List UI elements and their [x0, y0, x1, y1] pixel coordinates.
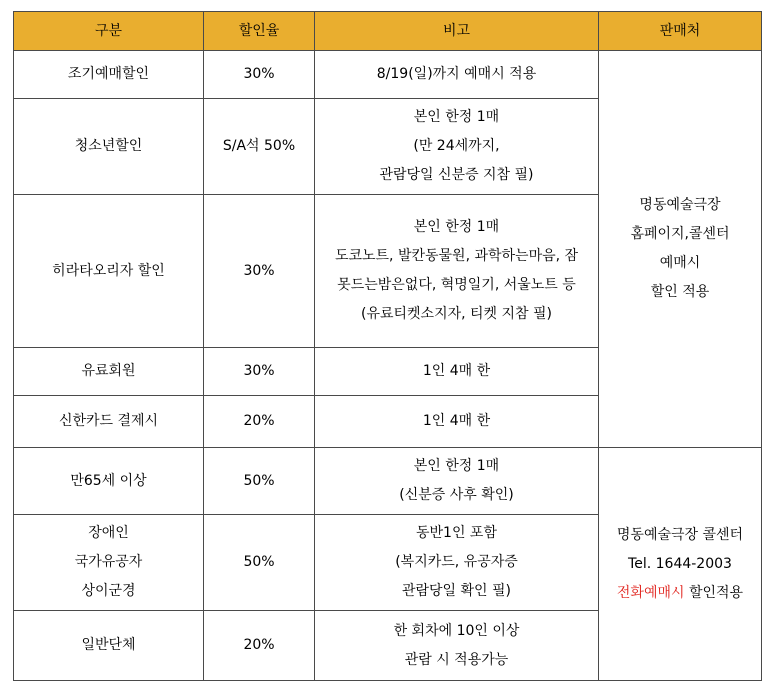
note-text: 1인 4매 한: [422, 363, 491, 379]
category-cell: [14, 348, 204, 396]
category-cell: [14, 611, 204, 681]
note-text: 관람당일 확인 필): [401, 583, 512, 599]
note-text: (신분증 사후 확인): [399, 487, 514, 503]
note-cell: [315, 348, 599, 396]
category-text: 상이군경: [81, 583, 136, 599]
note-text: 1인 4매 한: [422, 413, 491, 429]
seller-text-3: [603, 579, 757, 608]
category-text: 유료회원: [81, 363, 136, 379]
note-text: 관람 시 적용가능: [404, 651, 509, 668]
note-text: 본인 한정 1매: [413, 109, 500, 125]
seller-text: 예매시: [659, 255, 701, 271]
seller-text-rest: 할인적용: [684, 584, 744, 601]
header-rate: 할인율: [204, 12, 315, 51]
note-text: 8/19(일)까지 예매시 적용: [376, 66, 537, 82]
category-text: 일반단체: [81, 637, 136, 653]
note-cell: [315, 51, 599, 99]
note-text: 본인 한정 1매: [413, 219, 500, 235]
category-cell: [14, 448, 204, 515]
seller-highlight-text: 전화예매시: [616, 584, 685, 601]
category-text: 신한카드 결제시: [58, 413, 159, 429]
category-text: 청소년할인: [74, 138, 143, 154]
note-cell: [315, 448, 599, 515]
rate-cell: 30%: [204, 51, 315, 99]
note-cell: [315, 396, 599, 448]
category-cell: [14, 195, 204, 348]
note-cell: [315, 515, 599, 611]
discount-table: [13, 11, 762, 681]
rate-cell: 30%: [204, 348, 315, 396]
table-row: [14, 51, 762, 99]
note-text: (만 24세까지,: [413, 138, 500, 154]
category-text: 만65세 이상: [70, 472, 147, 489]
seller-cell-2: [599, 448, 762, 681]
note-text: 도코노트, 발칸동물원, 과학하는마음, 잠: [334, 248, 579, 264]
category-cell: [14, 515, 204, 611]
seller-text: 명동예술극장 콜센터: [616, 526, 744, 543]
category-cell: [14, 51, 204, 99]
note-cell: [315, 611, 599, 681]
note-text: (복지카드, 유공자증: [395, 554, 518, 570]
seller-cell-1: [599, 51, 762, 448]
rate-cell: 20%: [204, 396, 315, 448]
rate-cell: 20%: [204, 611, 315, 681]
seller-text: 할인 적용: [650, 284, 710, 300]
rate-cell: S/A석 50%: [204, 99, 315, 195]
seller-text: 홈페이지,콜센터: [630, 226, 730, 242]
note-text: 관람당일 신분증 지참 필): [379, 167, 534, 183]
rate-cell: 50%: [204, 448, 315, 515]
note-text: 본인 한정 1매: [413, 458, 500, 474]
note-text: (유료티켓소지자, 티켓 지참 필): [360, 306, 552, 322]
category-text: 히라타오리자 할인: [52, 262, 165, 279]
seller-text: 명동예술극장: [639, 197, 721, 213]
category-text: 장애인: [88, 525, 129, 541]
header-category: 구분: [14, 12, 204, 51]
category-text: 국가유공자: [74, 554, 143, 570]
rate-cell: 30%: [204, 195, 315, 348]
category-text: 조기예매할인: [67, 66, 150, 82]
note-text: 동반1인 포함: [416, 525, 497, 541]
category-cell: [14, 99, 204, 195]
table-row: [14, 448, 762, 515]
rate-cell: 50%: [204, 515, 315, 611]
header-seller: 판매처: [599, 12, 762, 51]
seller-text: Tel. 1644-2003: [628, 555, 732, 572]
header-note: 비고: [315, 12, 599, 51]
note-cell: [315, 99, 599, 195]
note-cell: [315, 195, 599, 348]
header-row: [14, 12, 762, 51]
note-text: 한 회차에 10인 이상: [393, 622, 520, 639]
discount-table-container: [13, 11, 762, 681]
category-cell: [14, 396, 204, 448]
note-text: 못드는밤은없다, 혁명일기, 서울노트 등: [337, 277, 576, 293]
